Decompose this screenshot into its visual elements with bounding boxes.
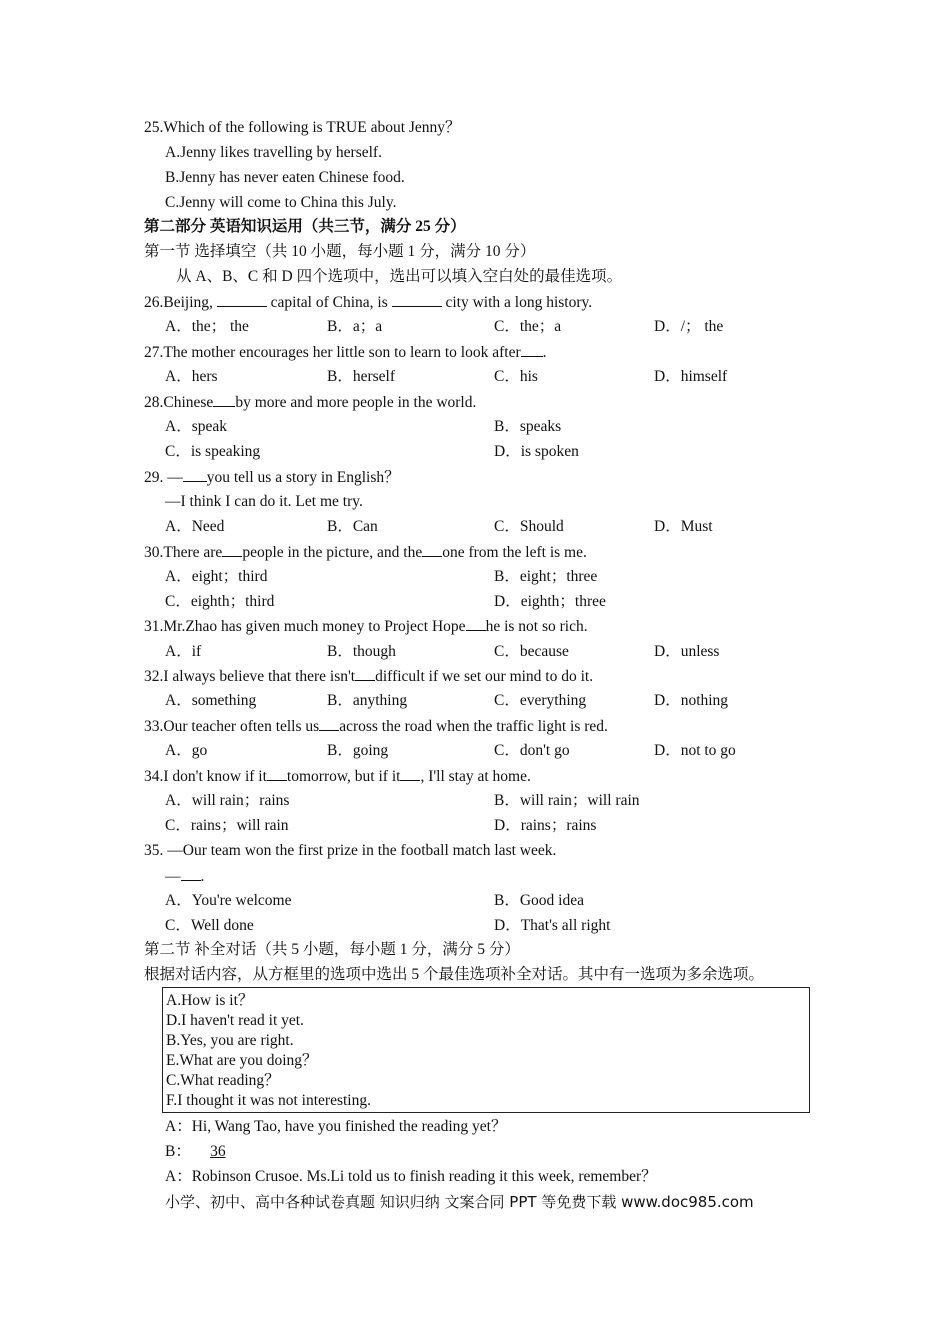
q29-option-c: C．Should bbox=[494, 518, 564, 535]
q31-option-a: A．if bbox=[165, 643, 202, 660]
answer-blank bbox=[267, 766, 287, 781]
dialog-line: A：Hi, Wang Tao, have you finished the reading yet？ bbox=[165, 1118, 507, 1135]
dialog-line bbox=[165, 1142, 245, 1162]
dialog-speaker: B： bbox=[165, 1143, 191, 1160]
q28-stem-part: 28.Chinese bbox=[144, 394, 214, 411]
answer-blank bbox=[521, 342, 543, 357]
q29-reply: —I think I can do it. Let me try. bbox=[165, 493, 363, 510]
q34-option-d: D．rains；rains bbox=[494, 817, 597, 834]
answer-blank bbox=[217, 292, 267, 307]
q31-stem-part: 31.Mr.Zhao has given much money to Project Hope bbox=[144, 618, 466, 635]
box-option: F.I thought it was not interesting. bbox=[166, 1092, 371, 1109]
q28-stem-part: by more and more people in the world. bbox=[235, 394, 477, 411]
section2-heading: 第二节 补全对话（共 5 小题，每小题 1 分，满分 5 分） bbox=[144, 941, 520, 958]
q35-option-c: C．Well done bbox=[165, 917, 254, 934]
answer-blank bbox=[392, 292, 442, 307]
q30-option-c: C．eighth；third bbox=[165, 593, 275, 610]
q32-option-b: B．anything bbox=[327, 692, 408, 709]
q32-option-d: D．nothing bbox=[654, 692, 729, 709]
q27-stem-part: . bbox=[542, 344, 547, 361]
q29-stem-part: you tell us a story in English？ bbox=[206, 469, 400, 486]
q27-stem-part: 27.The mother encourages her little son to learn to look after bbox=[144, 344, 521, 361]
q31-option-b: B．though bbox=[327, 643, 396, 660]
q35-option-a: A．You're welcome bbox=[165, 892, 292, 909]
answer-blank bbox=[181, 866, 201, 881]
options-box bbox=[162, 987, 810, 1113]
q34-stem-part: tomorrow, but if it bbox=[286, 768, 401, 785]
answer-blank bbox=[355, 666, 375, 681]
dialog-line: A：Robinson Crusoe. Ms.Li told us to finish reading it this week, remember？ bbox=[165, 1168, 657, 1185]
q26-option-a: A．the； the bbox=[165, 318, 249, 335]
q32-option-c: C．everything bbox=[494, 692, 587, 709]
q34-stem-part: 34.I don't know if it bbox=[144, 768, 267, 785]
section1-heading: 第一节 选择填空（共 10 小题，每小题 1 分，满分 10 分） bbox=[144, 243, 536, 260]
q32-option-a: A．something bbox=[165, 692, 257, 709]
q27-option-d: D．himself bbox=[654, 368, 728, 385]
q31-stem-part: he is not so rich. bbox=[485, 618, 588, 635]
answer-blank bbox=[183, 467, 207, 482]
q25-option-a: A.Jenny likes travelling by herself. bbox=[165, 144, 382, 161]
section1-instruction: 从 A、B、C 和 D 四个选项中，选出可以填入空白处的最佳选项。 bbox=[176, 268, 623, 285]
q30-stem-part: one from the left is me. bbox=[442, 544, 587, 561]
box-option: B.Yes, you are right. bbox=[166, 1032, 294, 1049]
q34-stem bbox=[144, 766, 531, 787]
q27-option-b: B．herself bbox=[327, 368, 396, 385]
q26-stem-part: 26.Beijing, bbox=[144, 294, 217, 311]
q26-option-c: C．the；a bbox=[494, 318, 562, 335]
section2-instruction: 根据对话内容，从方框里的选项中选出 5 个最佳选项补全对话。其中有一选项为多余选项。 bbox=[144, 966, 765, 983]
q33-option-d: D．not to go bbox=[654, 742, 736, 759]
q26-option-b: B．a；a bbox=[327, 318, 383, 335]
q31-option-c: C．because bbox=[494, 643, 569, 660]
q28-option-c: C．is speaking bbox=[165, 443, 261, 460]
q34-option-b: B．will rain；will rain bbox=[494, 792, 640, 809]
q26-stem bbox=[144, 292, 592, 313]
q27-option-c: C．his bbox=[494, 368, 538, 385]
q33-stem-part: 33.Our teacher often tells us bbox=[144, 718, 320, 735]
q26-stem-part: capital of China, is bbox=[266, 294, 392, 311]
q33-stem-part: across the road when the traffic light is red. bbox=[339, 718, 608, 735]
q30-stem-part: 30.There are bbox=[144, 544, 223, 561]
box-option: A.How is it？ bbox=[166, 992, 254, 1009]
q35-option-d: D．That's all right bbox=[494, 917, 611, 934]
q35-option-b: B．Good idea bbox=[494, 892, 584, 909]
q30-stem-part: people in the picture, and the bbox=[242, 544, 423, 561]
box-option: C.What reading？ bbox=[166, 1072, 280, 1089]
box-option: D.I haven't read it yet. bbox=[166, 1012, 304, 1029]
q31-option-d: D．unless bbox=[654, 643, 720, 660]
q32-stem-part: difficult if we set our mind to do it. bbox=[375, 668, 594, 685]
q33-stem bbox=[144, 716, 608, 737]
q32-stem bbox=[144, 666, 593, 687]
q32-stem-part: 32.I always believe that there isn't bbox=[144, 668, 356, 685]
q28-option-d: D．is spoken bbox=[494, 443, 579, 460]
q33-option-a: A．go bbox=[165, 742, 208, 759]
q26-stem-part: city with a long history. bbox=[441, 294, 593, 311]
q25-option-b: B.Jenny has never eaten Chinese food. bbox=[165, 169, 405, 186]
answer-blank bbox=[319, 716, 339, 731]
answer-blank bbox=[466, 616, 486, 631]
q29-option-a: A．Need bbox=[165, 518, 225, 535]
q35-stem: 35. —Our team won the first prize in the football match last week. bbox=[144, 842, 557, 859]
q28-option-a: A．speak bbox=[165, 418, 227, 435]
q33-option-b: B．going bbox=[327, 742, 389, 759]
answer-blank bbox=[213, 392, 235, 407]
q34-option-a: A．will rain；rains bbox=[165, 792, 290, 809]
q25-option-c: C.Jenny will come to China this July. bbox=[165, 194, 397, 211]
q28-option-b: B．speaks bbox=[494, 418, 562, 435]
q35-reply bbox=[165, 866, 204, 887]
answer-blank-36: 36 bbox=[210, 1143, 226, 1160]
answer-blank bbox=[422, 542, 442, 557]
q27-option-a: A．hers bbox=[165, 368, 218, 385]
q29-stem bbox=[144, 467, 400, 488]
q30-option-a: A．eight；third bbox=[165, 568, 268, 585]
q29-option-d: D．Must bbox=[654, 518, 713, 535]
q27-stem bbox=[144, 342, 546, 363]
q29-option-b: B．Can bbox=[327, 518, 378, 535]
q35-reply-part: — bbox=[165, 868, 181, 885]
q29-stem-part: 29. — bbox=[144, 469, 183, 486]
q25-stem: 25.Which of the following is TRUE about Jenny？ bbox=[144, 119, 461, 136]
q34-stem-part: , I'll stay at home. bbox=[420, 768, 531, 785]
q30-option-d: D．eighth；three bbox=[494, 593, 606, 610]
answer-blank bbox=[222, 542, 242, 557]
q35-reply-part: . bbox=[200, 868, 205, 885]
part2-heading: 第二部分 英语知识运用（共三节，满分 25 分） bbox=[144, 218, 466, 235]
answer-blank bbox=[400, 766, 420, 781]
q31-stem bbox=[144, 616, 588, 637]
q34-option-c: C．rains；will rain bbox=[165, 817, 289, 834]
q33-option-c: C．don't go bbox=[494, 742, 570, 759]
page-footer: 小学、初中、高中各种试卷真题 知识归纳 文案合同 PPT 等免费下载 www.doc985.com bbox=[165, 1193, 754, 1211]
q26-option-d: D．/； the bbox=[654, 318, 724, 335]
q28-stem bbox=[144, 392, 476, 413]
box-option: E.What are you doing？ bbox=[166, 1052, 318, 1069]
q30-stem bbox=[144, 542, 587, 563]
q30-option-b: B．eight；three bbox=[494, 568, 598, 585]
